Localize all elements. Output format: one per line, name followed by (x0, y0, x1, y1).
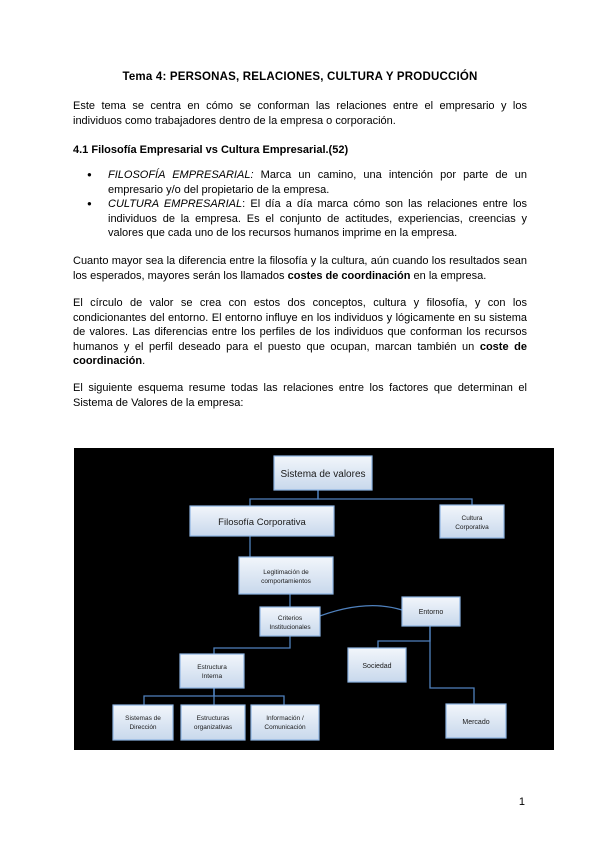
page-title: Tema 4: PERSONAS, RELACIONES, CULTURA Y PRODUCCIÓN (122, 71, 478, 83)
node-filosofia-label: Filosofía Corporativa (218, 517, 306, 528)
node-criterios-label-1: Criterios (277, 615, 303, 622)
intro-paragraph: Este tema se centra en cómo se conforman las relaciones entre el empresario y los individuos como trabajadores dentro de la empresa o corporación. (73, 100, 527, 127)
para-text: . (142, 355, 146, 368)
para-text: Cuanto mayor sea la diferencia entre la filosofía y la cultura, aún cuando los resultados sean los esperados, mayores serán los llamados (73, 255, 527, 282)
node-mercado-label: Mercado (462, 719, 490, 726)
bullet-text: Marca un camino, una intención por parte de un empresario y/o del propietario de la empresa. (108, 169, 527, 196)
bullet-text: : El día a día marca cómo son las relaciones entre los individuos de la empresa. Es el conjunto de actitudes, experiencias, creencias y valores que cada uno de los recursos humanos imprime en la empresa. (108, 198, 528, 240)
values-diagram (74, 448, 554, 750)
para-text: en la empresa. (410, 269, 487, 282)
bullet-list (73, 168, 527, 241)
node-criterios-label-2: Institucionales (269, 624, 311, 631)
diagram-svg (74, 448, 554, 750)
node-cultura-label-1: Cultura (461, 515, 483, 522)
node-legitimacion-label-1: Legitimación de (263, 569, 309, 576)
paragraph-costes (73, 254, 527, 283)
node-estructuras-box (181, 705, 245, 740)
node-estructura-box (180, 654, 244, 688)
node-sistemas-box (113, 705, 173, 740)
node-sistemas-label-1: Sistemas de (125, 715, 161, 722)
node-estructuras-label-1: Estructuras (196, 715, 230, 722)
paragraph-circulo (73, 296, 527, 369)
node-informacion-label-1: Información / (266, 715, 304, 722)
node-entorno-label: Entorno (418, 609, 444, 616)
node-cultura-label-2: Corporativa (455, 524, 489, 531)
node-informacion-box (251, 705, 319, 740)
paragraph-esquema: El siguiente esquema resume todas las relaciones entre los factores que determinan el Sistema de Valores de la empresa: (73, 382, 527, 409)
node-estructuras-label-2: organizativas (193, 724, 233, 731)
node-legitimacion-label-2: comportamientos (261, 578, 311, 585)
node-estructura-label-1: Estructura (197, 664, 227, 671)
node-sistema-label: Sistema de valores (280, 469, 366, 480)
bullet-term: FILOSOFÍA EMPRESARIAL: (108, 169, 254, 181)
node-informacion-label-2: Comunicación (264, 724, 306, 731)
bullet-term: CULTURA EMPRESARIAL (108, 198, 243, 211)
bullet-item-cultura (73, 197, 527, 241)
section-heading: 4.1 Filosofía Empresarial vs Cultura Empresarial.(52) (73, 144, 349, 156)
bullet-item-filosofia (73, 168, 527, 197)
para-text: El círculo de valor se crea con estos dos conceptos, cultura y filosofía, y con los condicionantes del entorno. El entorno influye en los individuos y lógicamente en su sistema de valores. Las diferencias entre los perfiles de los individuos que conforman los recursos humanos y el perfil deseado para el puesto que ocupan, marcan también un (73, 297, 527, 353)
page-number: 1 (518, 796, 525, 808)
node-estructura-label-2: Interna (201, 673, 223, 680)
para-bold: costes de coordinación (287, 269, 411, 282)
node-sociedad-label: Sociedad (362, 663, 392, 670)
node-sistemas-label-2: Dirección (129, 724, 157, 731)
para-bold: coste de coordinación (73, 340, 527, 368)
